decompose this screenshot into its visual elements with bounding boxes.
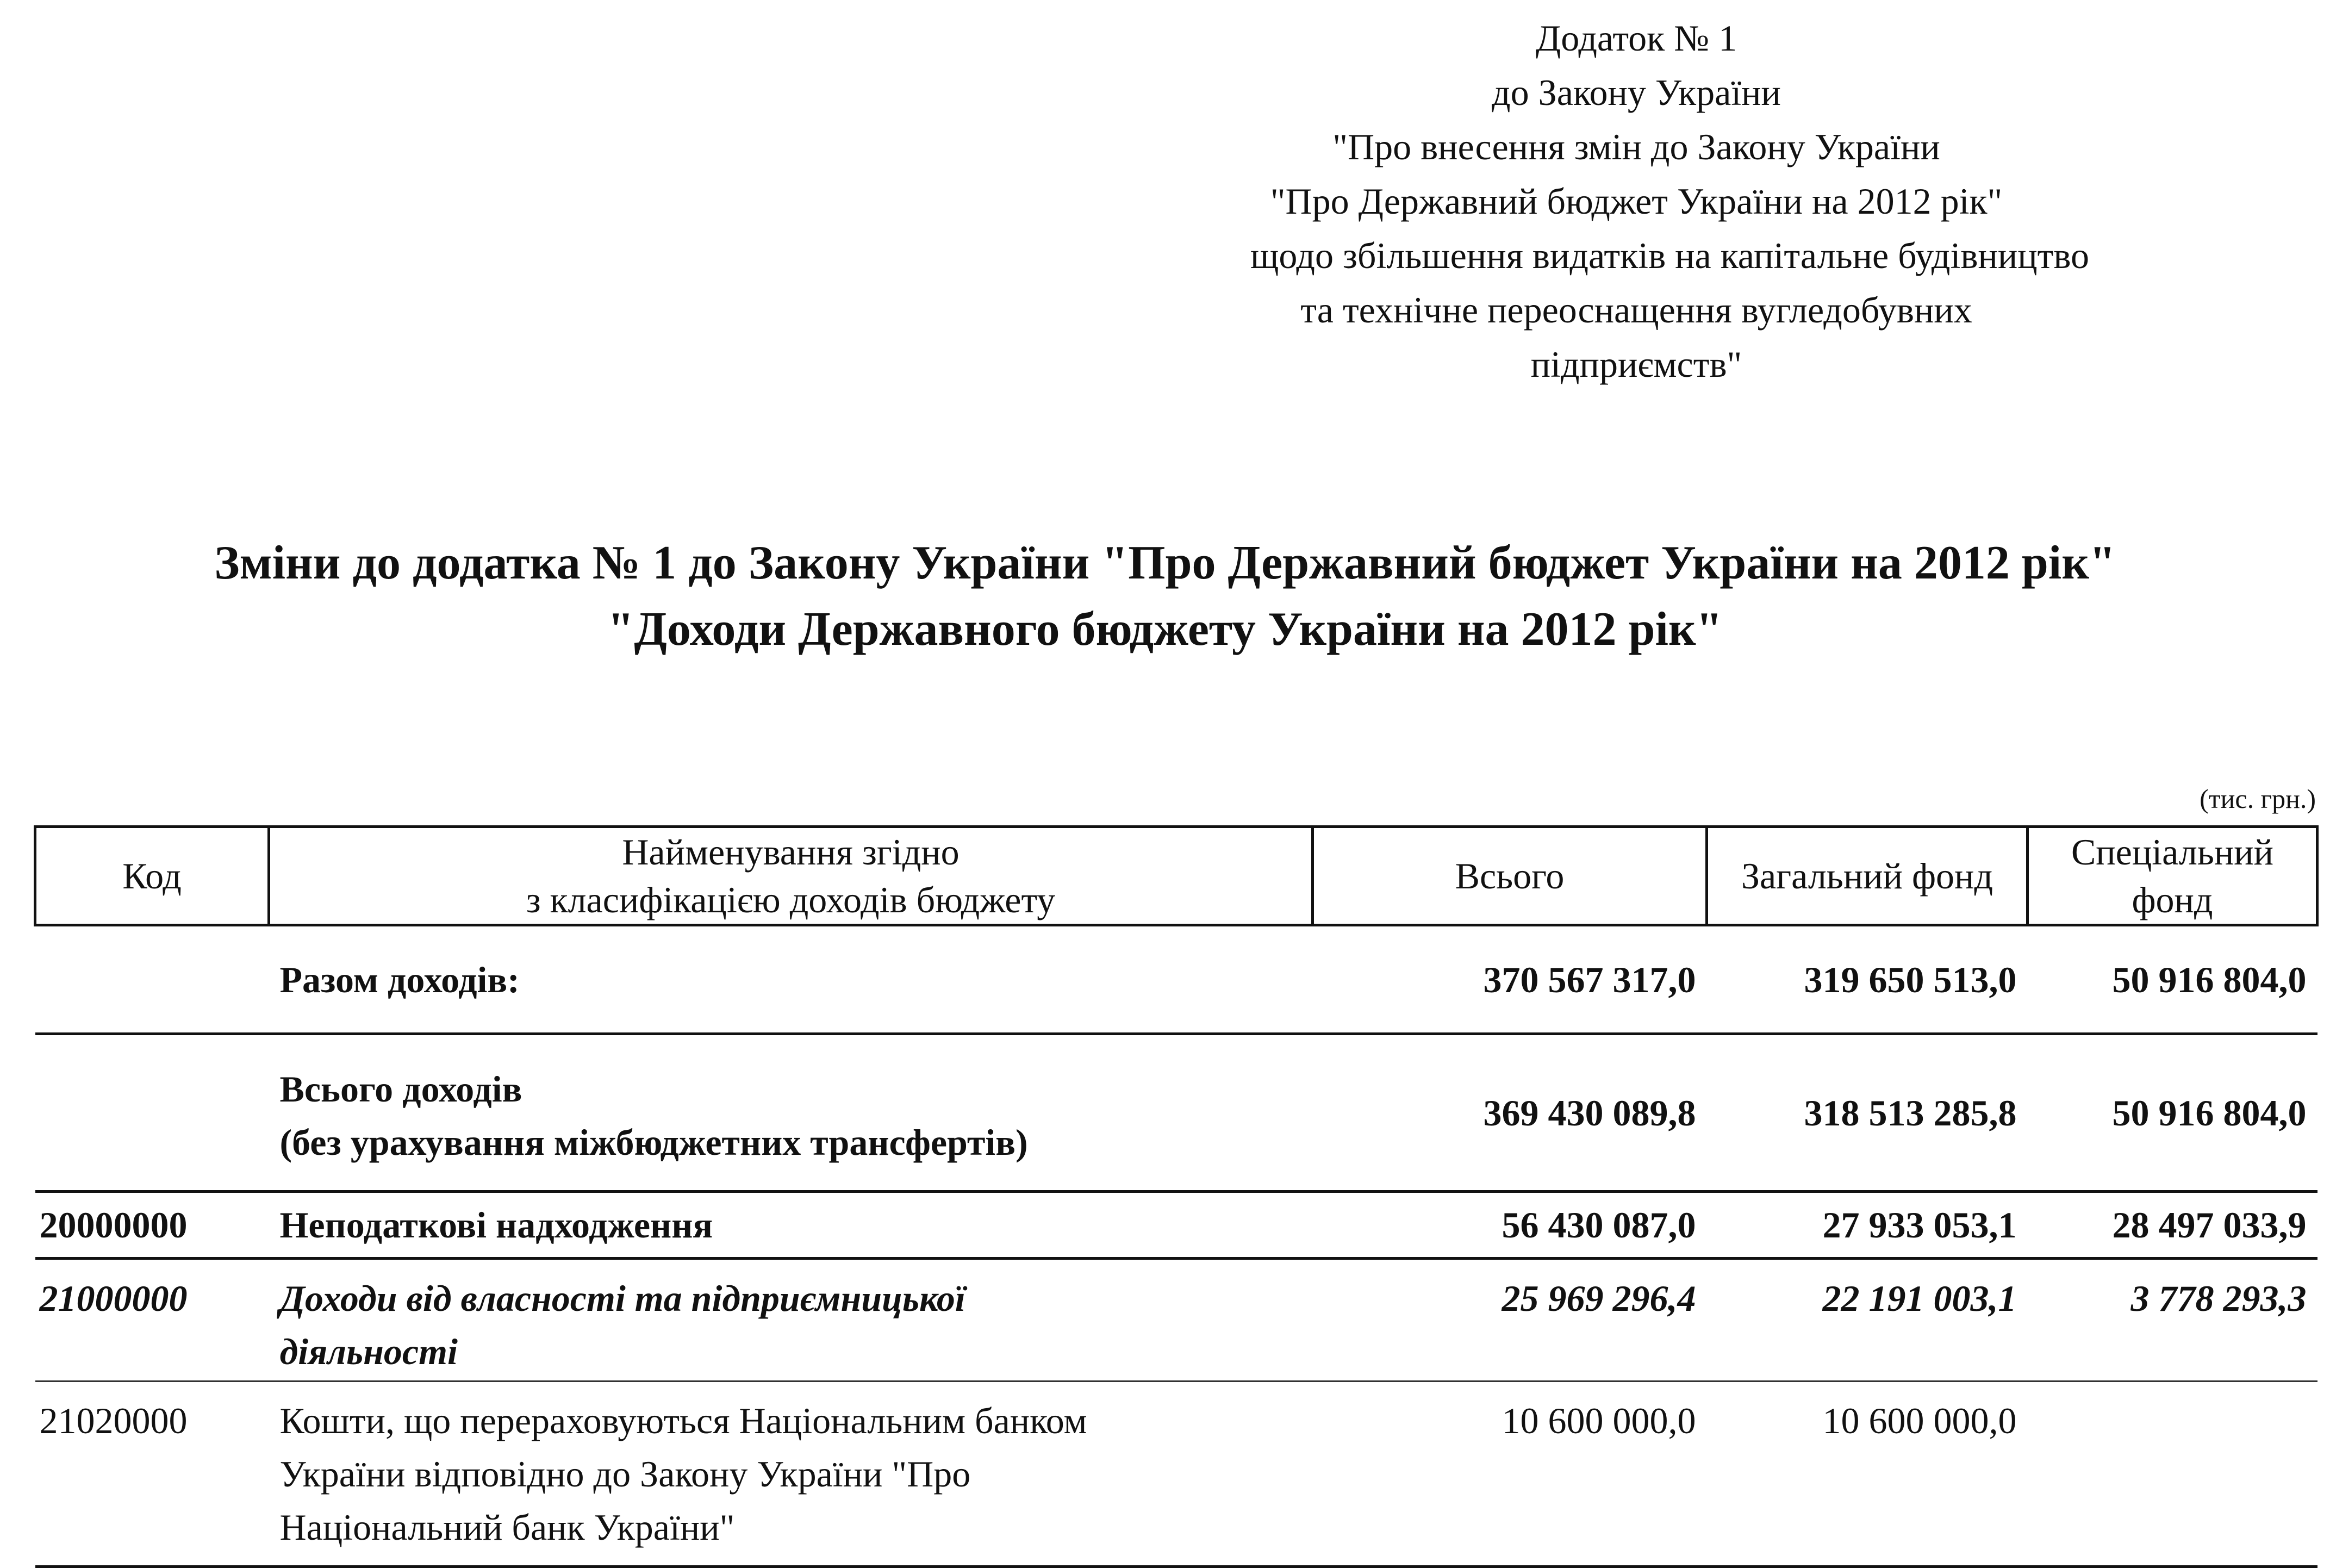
- header-special-line-1: Спеціальний: [2071, 831, 2274, 873]
- row-code: [35, 925, 269, 1034]
- appendix-line: до Закону України: [1492, 72, 1781, 113]
- title-line-2: "Доходи Державного бюджету України на 2012 рік": [607, 603, 1723, 656]
- appendix-line: підприємств": [1530, 344, 1742, 385]
- row-special: [2028, 1382, 2317, 1567]
- row-name-line: Разом доходів:: [279, 959, 520, 1000]
- revenue-table-container: [34, 825, 2316, 1568]
- row-general: 27 933 053,1: [1707, 1192, 2028, 1259]
- row-total: 369 430 089,8: [1313, 1034, 1707, 1192]
- header-total: Всього: [1313, 827, 1707, 925]
- appendix-line: "Про внесення змін до Закону України: [1332, 126, 1940, 167]
- table-row: [35, 1382, 2317, 1567]
- header-name-line-1: Найменування згідно: [622, 831, 960, 873]
- appendix-line: щодо збільшення видатків на капітальне будівництво: [1250, 235, 2090, 276]
- row-general: 10 600 000,0: [1707, 1382, 2028, 1567]
- appendix-line: Додаток № 1: [1535, 17, 1737, 59]
- table-row: [35, 1034, 2317, 1192]
- row-name-line: Доходи від власності та підприємницької: [279, 1278, 965, 1319]
- row-name: [269, 1192, 1313, 1259]
- row-general: 319 650 513,0: [1707, 925, 2028, 1034]
- document-title: [0, 530, 2330, 663]
- row-code: 21000000: [35, 1259, 269, 1382]
- header-special-fund: [2028, 827, 2317, 925]
- row-name: [269, 1259, 1313, 1382]
- header-general-fund: Загальний фонд: [1707, 827, 2028, 925]
- row-special: 50 916 804,0: [2028, 1034, 2317, 1192]
- units-label: (тис. грн.): [2200, 783, 2316, 814]
- row-code: [35, 1034, 269, 1192]
- header-code: Код: [35, 827, 269, 925]
- appendix-header: [1250, 11, 2090, 391]
- header-special-line-2: фонд: [2132, 879, 2213, 920]
- title-line-1: Зміни до додатка № 1 до Закону України "Про Державний бюджет України на 2012 рік": [214, 537, 2116, 589]
- row-special: 3 778 293,3: [2028, 1259, 2317, 1382]
- appendix-line: та технічне переоснащення вугледобувних: [1300, 289, 1972, 331]
- row-name: [269, 925, 1313, 1034]
- row-name: [269, 1034, 1313, 1192]
- appendix-line: "Про Державний бюджет України на 2012 рік": [1270, 181, 2003, 222]
- row-total: 370 567 317,0: [1313, 925, 1707, 1034]
- row-special: 28 497 033,9: [2028, 1192, 2317, 1259]
- row-name: [269, 1382, 1313, 1567]
- row-name-line: Національний банк України": [279, 1507, 735, 1548]
- table-header: [35, 827, 2317, 925]
- row-name-line: (без урахування міжбюджетних трансфертів): [279, 1122, 1028, 1163]
- row-name-line: Всього доходів: [279, 1068, 522, 1110]
- row-total: 10 600 000,0: [1313, 1382, 1707, 1567]
- header-name-line-2: з класифікацією доходів бюджету: [526, 879, 1056, 920]
- table-row: [35, 925, 2317, 1034]
- row-total: 25 969 296,4: [1313, 1259, 1707, 1382]
- row-general: 22 191 003,1: [1707, 1259, 2028, 1382]
- row-general: 318 513 285,8: [1707, 1034, 2028, 1192]
- row-name-line: діяльності: [279, 1331, 458, 1372]
- table-row: [35, 1192, 2317, 1259]
- row-name-line: Кошти, що перераховуються Національним банком: [279, 1400, 1087, 1441]
- table-row: [35, 1259, 2317, 1382]
- row-code: 20000000: [35, 1192, 269, 1259]
- header-row: [35, 827, 2317, 925]
- table-body: [35, 925, 2317, 1567]
- row-special: 50 916 804,0: [2028, 925, 2317, 1034]
- revenue-table: [34, 825, 2319, 1568]
- row-code: 21020000: [35, 1382, 269, 1567]
- row-name-line: Неподаткові надходження: [279, 1204, 713, 1246]
- header-name: [269, 827, 1313, 925]
- row-total: 56 430 087,0: [1313, 1192, 1707, 1259]
- row-name-line: України відповідно до Закону України "Про: [279, 1453, 971, 1495]
